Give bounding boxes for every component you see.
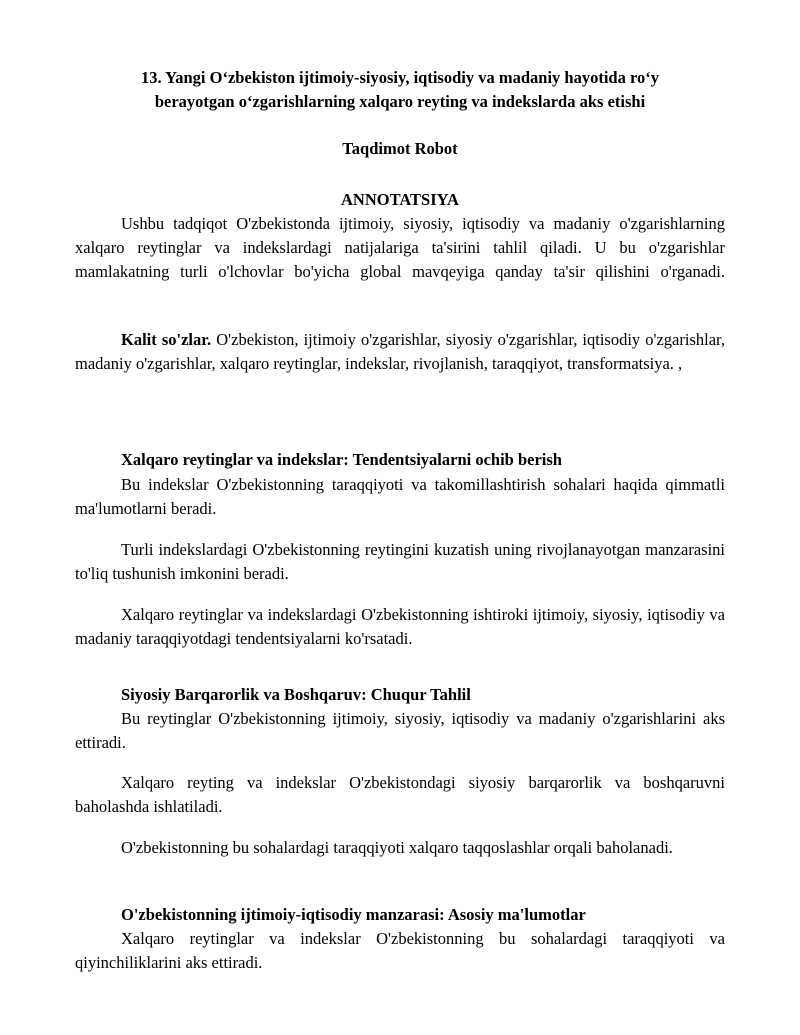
title-line-1: 13. Yangi O‘zbekiston ijtimoiy-siyosiy, iqtisodiy va madaniy hayotida ro‘y xyxy=(141,68,659,87)
document-title xyxy=(75,66,725,114)
section-2-paragraph-1: Bu reytinglar O'zbekistonning ijtimoiy, siyosiy, iqtisodiy va madaniy o'zgarishlarini aks ettiradi. xyxy=(75,709,725,752)
section-1-paragraph-1: Bu indekslar O'zbekistonning taraqqiyoti va takomillashtirish sohalari haqida qimmatli ma'lumotlarni beradi. xyxy=(75,475,725,518)
section-1-paragraph-3: Xalqaro reytinglar va indekslardagi O'zbekistonning ishtiroki ijtimoiy, siyosiy, iqtisodiy va madaniy taraqqiyotdagi tendentsiyalarni ko'rsatadi. xyxy=(75,605,725,648)
title-line-2: berayotgan o‘zgarishlarning xalqaro reyting va indekslarda aks etishi xyxy=(154,92,646,111)
author-name: Taqdimot Robot xyxy=(342,139,458,158)
section-3-paragraph-1: Xalqaro reytinglar va indekslar O'zbekistonning bu sohalardagi taraqqiyoti va qiyinchiliklarini aks ettiradi. xyxy=(75,929,725,972)
keywords-text: O'zbekiston, ijtimoiy o'zgarishlar, siyosiy o'zgarishlar, iqtisodiy o'zgarishlar, madaniy o'zgarishlar, xalqaro reytinglar, indekslar, rivojlanish, taraqqiyot, transformatsiya. , xyxy=(75,330,725,373)
section-heading-1: Xalqaro reytinglar va indekslar: Tendentsiyalarni ochib berish xyxy=(121,450,562,469)
section-heading-3: O'zbekistonning ijtimoiy-iqtisodiy manzarasi: Asosiy ma'lumotlar xyxy=(121,905,586,924)
section-2-paragraph-2: Xalqaro reyting va indekslar O'zbekistondagi siyosiy barqarorlik va boshqaruvni baholashda ishlatiladi. xyxy=(75,773,725,816)
annotation-text: Ushbu tadqiqot O'zbekistonda ijtimoiy, siyosiy, iqtisodiy va madaniy o'zgarishlarning xalqaro reytinglar va indekslardagi natijalariga ta'sirini tahlil qiladi. U bu o'zgarishlar mamlakatning turli o'lchovlar bo'yicha global mavqeyiga qanday ta'sir qilishini o'rganadi. xyxy=(75,214,725,281)
keywords-label: Kalit so'zlar. xyxy=(121,330,212,349)
keywords-paragraph xyxy=(75,328,725,376)
section-heading-2: Siyosiy Barqarorlik va Boshqaruv: Chuqur Tahlil xyxy=(121,685,471,704)
section-1-paragraph-2: Turli indekslardagi O'zbekistonning reytingini kuzatish uning rivojlanayotgan manzarasini to'liq tushunish imkonini beradi. xyxy=(75,540,725,583)
annotation-heading: ANNOTATSIYA xyxy=(341,190,459,209)
section-2-paragraph-3: O'zbekistonning bu sohalardagi taraqqiyoti xalqaro taqqoslashlar orqali baholanadi. xyxy=(121,838,673,857)
